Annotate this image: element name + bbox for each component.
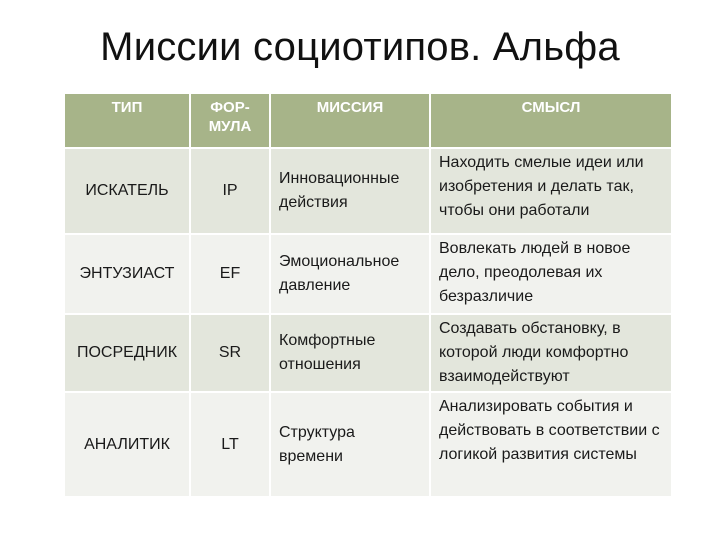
header-formula [190, 94, 270, 148]
mission-cell: Инновационные действия [270, 148, 430, 234]
formula-cell: LT [190, 392, 270, 496]
header-formula-text: ФОР- МУЛА [208, 99, 252, 135]
header-type: ТИП [65, 94, 190, 148]
mission-cell: Структура времени [270, 392, 430, 496]
table-row [65, 234, 671, 314]
header-mission: МИССИЯ [270, 94, 430, 148]
formula-cell: SR [190, 314, 270, 392]
type-cell: ИСКАТЕЛЬ [65, 148, 190, 234]
formula-cell: IP [190, 148, 270, 234]
table-row [65, 148, 671, 234]
meaning-cell: Вовлекать людей в новое дело, преодолевая их безразличие [430, 234, 671, 314]
meaning-cell: Находить смелые идеи или изобретения и делать так, чтобы они работали [430, 148, 671, 234]
missions-table [65, 94, 671, 496]
table-row [65, 314, 671, 392]
type-cell: ПОСРЕДНИК [65, 314, 190, 392]
table-header-row [65, 94, 671, 148]
formula-cell: EF [190, 234, 270, 314]
table-row [65, 392, 671, 496]
mission-cell: Комфортные отношения [270, 314, 430, 392]
type-cell: АНАЛИТИК [65, 392, 190, 496]
header-meaning: СМЫСЛ [430, 94, 671, 148]
mission-cell: Эмоциональное давление [270, 234, 430, 314]
meaning-cell: Создавать обстановку, в которой люди комфортно взаимодействуют [430, 314, 671, 392]
type-cell: ЭНТУЗИАСТ [65, 234, 190, 314]
meaning-cell: Анализировать события и действовать в соответствии с логикой развития системы [430, 392, 671, 496]
slide-title: Миссии социотипов. Альфа [100, 25, 620, 69]
